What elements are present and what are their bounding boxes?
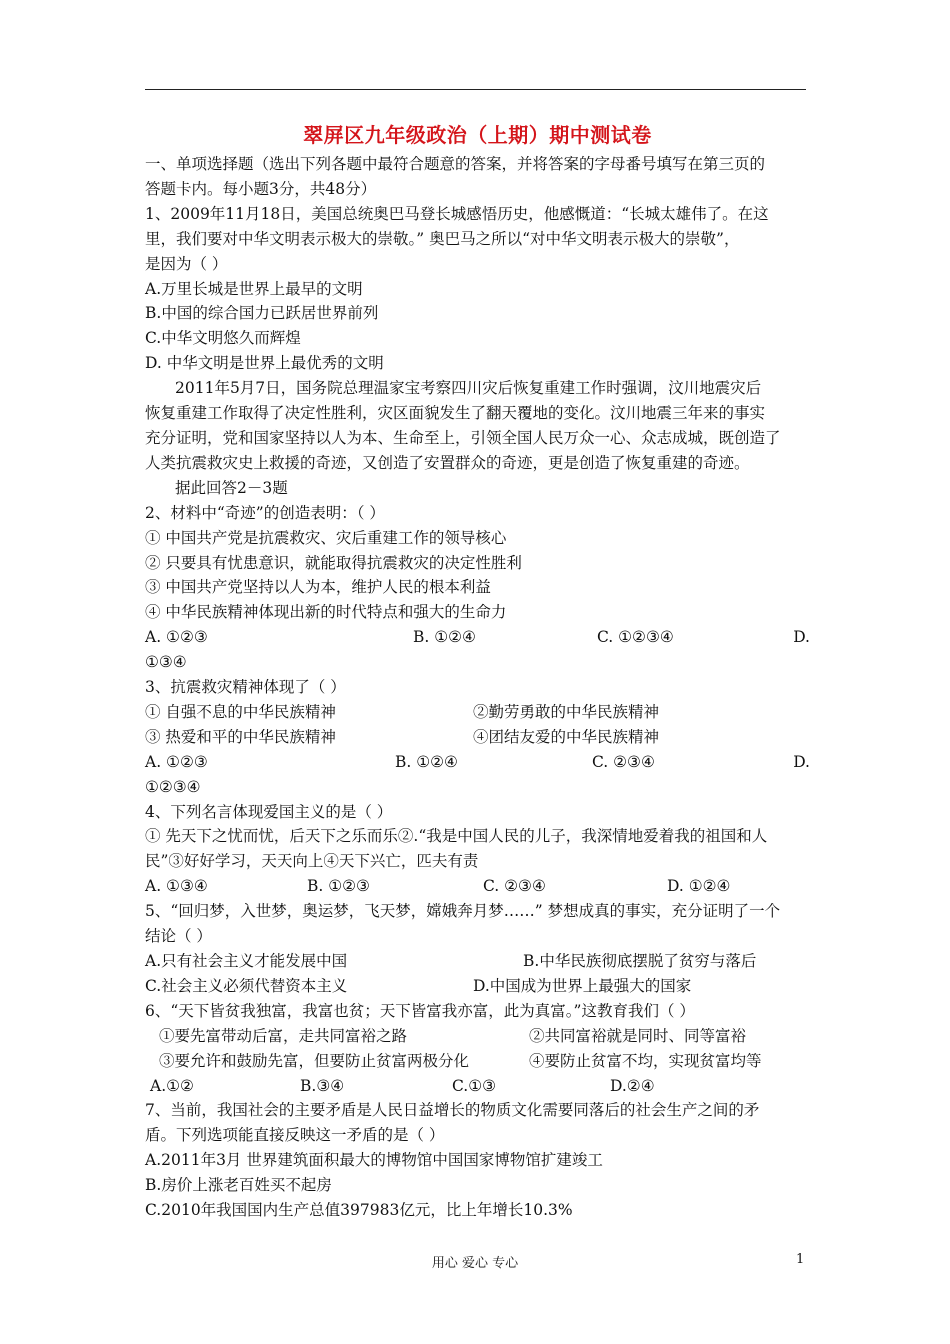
answer-option: C.社会主义必须代替资本主义 <box>145 976 348 995</box>
answer-option: D.中国成为世界上最强大的国家 <box>473 976 692 995</box>
answer-option: B.③④ <box>300 1076 345 1095</box>
passage-line: 人类抗震救灾史上救援的奇迹，又创造了安置群众的奇迹，更是创造了恢复重建的奇迹。 <box>145 453 750 472</box>
statement-item: ③ 中国共产党坚持以人为本，维护人民的根本利益 <box>145 578 491 597</box>
answer-option: D. <box>793 752 810 771</box>
answer-options-row <box>145 874 810 899</box>
question-stem: 里，我们要对中华文明表示极大的崇敬。” 奥巴马之所以“对中华文明表示极大的崇敬”， <box>145 229 740 248</box>
question-stem: 6、“天下皆贫我独富，我富也贫；天下皆富我亦富，此为真富。”这教育我们（ ） <box>145 1001 695 1020</box>
statement-item: ①要先富带动后富，走共同富裕之路 <box>159 1026 408 1045</box>
question-stem: 7、当前，我国社会的主要矛盾是人民日益增长的物质文化需要同落后的社会生产之间的矛 <box>145 1101 760 1120</box>
question-stem: 结论（ ） <box>145 927 212 946</box>
statement-item: ④团结友爱的中华民族精神 <box>473 727 660 746</box>
answer-option: A. ①②③ <box>145 628 208 647</box>
exam-body <box>145 120 810 1223</box>
statement-item: ① 自强不息的中华民族精神 <box>145 702 336 721</box>
question-stem: 盾。下列选项能直接反映这一矛盾的是（ ） <box>145 1126 445 1145</box>
answer-option: C. ①②③④ <box>597 628 674 647</box>
answer-option: D.②④ <box>610 1076 655 1095</box>
answer-option: B.中华民族彻底摆脱了贫穷与落后 <box>523 952 757 970</box>
question-stem: 1、2009年11月18日，美国总统奥巴马登长城感悟历史，他感慨道：“长城太雄伟了。在这 <box>145 204 769 223</box>
page-title: 翠屏区九年级政治（上期）期中测试卷 <box>303 123 652 147</box>
answer-option: B. ①②④ <box>413 628 476 647</box>
answer-option: B. ①②④ <box>395 752 458 771</box>
answer-options-row <box>145 949 810 974</box>
answer-option: A.①② <box>150 1076 194 1095</box>
statement-row <box>145 1024 810 1049</box>
answer-option: A.只有社会主义才能发展中国 <box>145 952 348 970</box>
statement-row <box>145 1049 810 1074</box>
statement-item: ① 先天下之忧而忧，后天下之乐而乐②.“我是中国人民的儿子，我深情地爱着我的祖国和人 <box>145 827 768 846</box>
statement-row <box>145 725 810 750</box>
answer-option: D. <box>793 628 810 647</box>
statement-item: ③要允许和鼓励先富，但要防止贫富两极分化 <box>159 1051 470 1070</box>
question-stem: 5、“回归梦，入世梦，奥运梦，飞天梦，嫦娥奔月梦……” 梦想成真的事实，充分证明了一个 <box>145 902 781 921</box>
passage-line: 充分证明，党和国家坚持以人为本、生命至上，引领全国人民万众一心、众志成城，既创造了 <box>145 428 781 447</box>
answer-option: D. ①②④ <box>667 877 731 896</box>
question-stem: 4、下列名言体现爱国主义的是（ ） <box>145 802 393 821</box>
answer-option: A. ①②③ <box>145 752 208 771</box>
answer-options-row <box>145 750 810 775</box>
footer-text: 用心 爱心 专心 <box>431 1256 519 1271</box>
statement-item: ②共同富裕就是同时、同等富裕 <box>529 1026 747 1045</box>
answer-option: B.中国的综合国力已跃居世界前列 <box>145 304 379 323</box>
answer-option: A. ①③④ <box>145 877 208 896</box>
question-stem: 3、抗震救灾精神体现了（ ） <box>145 678 346 697</box>
passage-line: 恢复重建工作取得了决定性胜利，灾区面貌发生了翻天覆地的变化。汶川地震三年来的事实 <box>145 404 766 423</box>
header-rule <box>145 89 806 90</box>
answer-option: C.①③ <box>452 1076 497 1095</box>
statement-item: 民”③好好学习，天天向上④天下兴亡，匹夫有责 <box>145 852 479 871</box>
passage-line: 2011年5月7日，国务院总理温家宝考察四川灾后恢复重建工作时强调，汶川地震灾后 <box>175 379 762 398</box>
answer-option: D. 中华文明是世界上最优秀的文明 <box>145 354 384 373</box>
question-stem: 是因为（ ） <box>145 254 228 273</box>
answer-option: C. ②③④ <box>483 877 546 896</box>
statement-item: ② 只要具有忧患意识，就能取得抗震救灾的决定性胜利 <box>145 553 522 572</box>
answer-option: B. ①②③ <box>307 877 370 896</box>
answer-options-row <box>145 974 810 999</box>
answer-option: A.万里长城是世界上最早的文明 <box>145 279 363 298</box>
answer-options-row <box>145 1074 810 1099</box>
statement-item: ④ 中华民族精神体现出新的时代特点和强大的生命力 <box>145 603 507 622</box>
section-heading: 答题卡内。每小题3分，共48分） <box>145 179 377 198</box>
answer-option: C.中华文明悠久而辉煌 <box>145 329 301 348</box>
answer-options-row <box>145 625 810 650</box>
statement-item: ④要防止贫富不均，实现贫富均等 <box>529 1051 762 1070</box>
answer-option: A.2011年3月 世界建筑面积最大的博物馆中国国家博物馆扩建竣工 <box>145 1151 603 1170</box>
answer-option: B.房价上涨老百姓买不起房 <box>145 1176 332 1195</box>
statement-item: ① 中国共产党是抗震救灾、灾后重建工作的领导核心 <box>145 528 507 547</box>
statement-item: ②勤劳勇敢的中华民族精神 <box>473 702 660 721</box>
answer-option: C. ②③④ <box>592 752 655 771</box>
statement-row <box>145 700 810 725</box>
passage-note: 据此回答2－3题 <box>175 478 288 497</box>
page-number: 1 <box>796 1252 805 1267</box>
answer-option: ①③④ <box>145 653 187 672</box>
question-stem: 2、材料中“奇迹”的创造表明：（ ） <box>145 503 385 522</box>
answer-option: C.2010年我国国内生产总值397983亿元，比上年增长10.3% <box>145 1201 573 1220</box>
statement-item: ③ 热爱和平的中华民族精神 <box>145 727 336 746</box>
section-heading: 一、单项选择题（选出下列各题中最符合题意的答案，并将答案的字母番号填写在第三页的 <box>145 155 766 173</box>
answer-option: ①②③④ <box>145 777 201 796</box>
